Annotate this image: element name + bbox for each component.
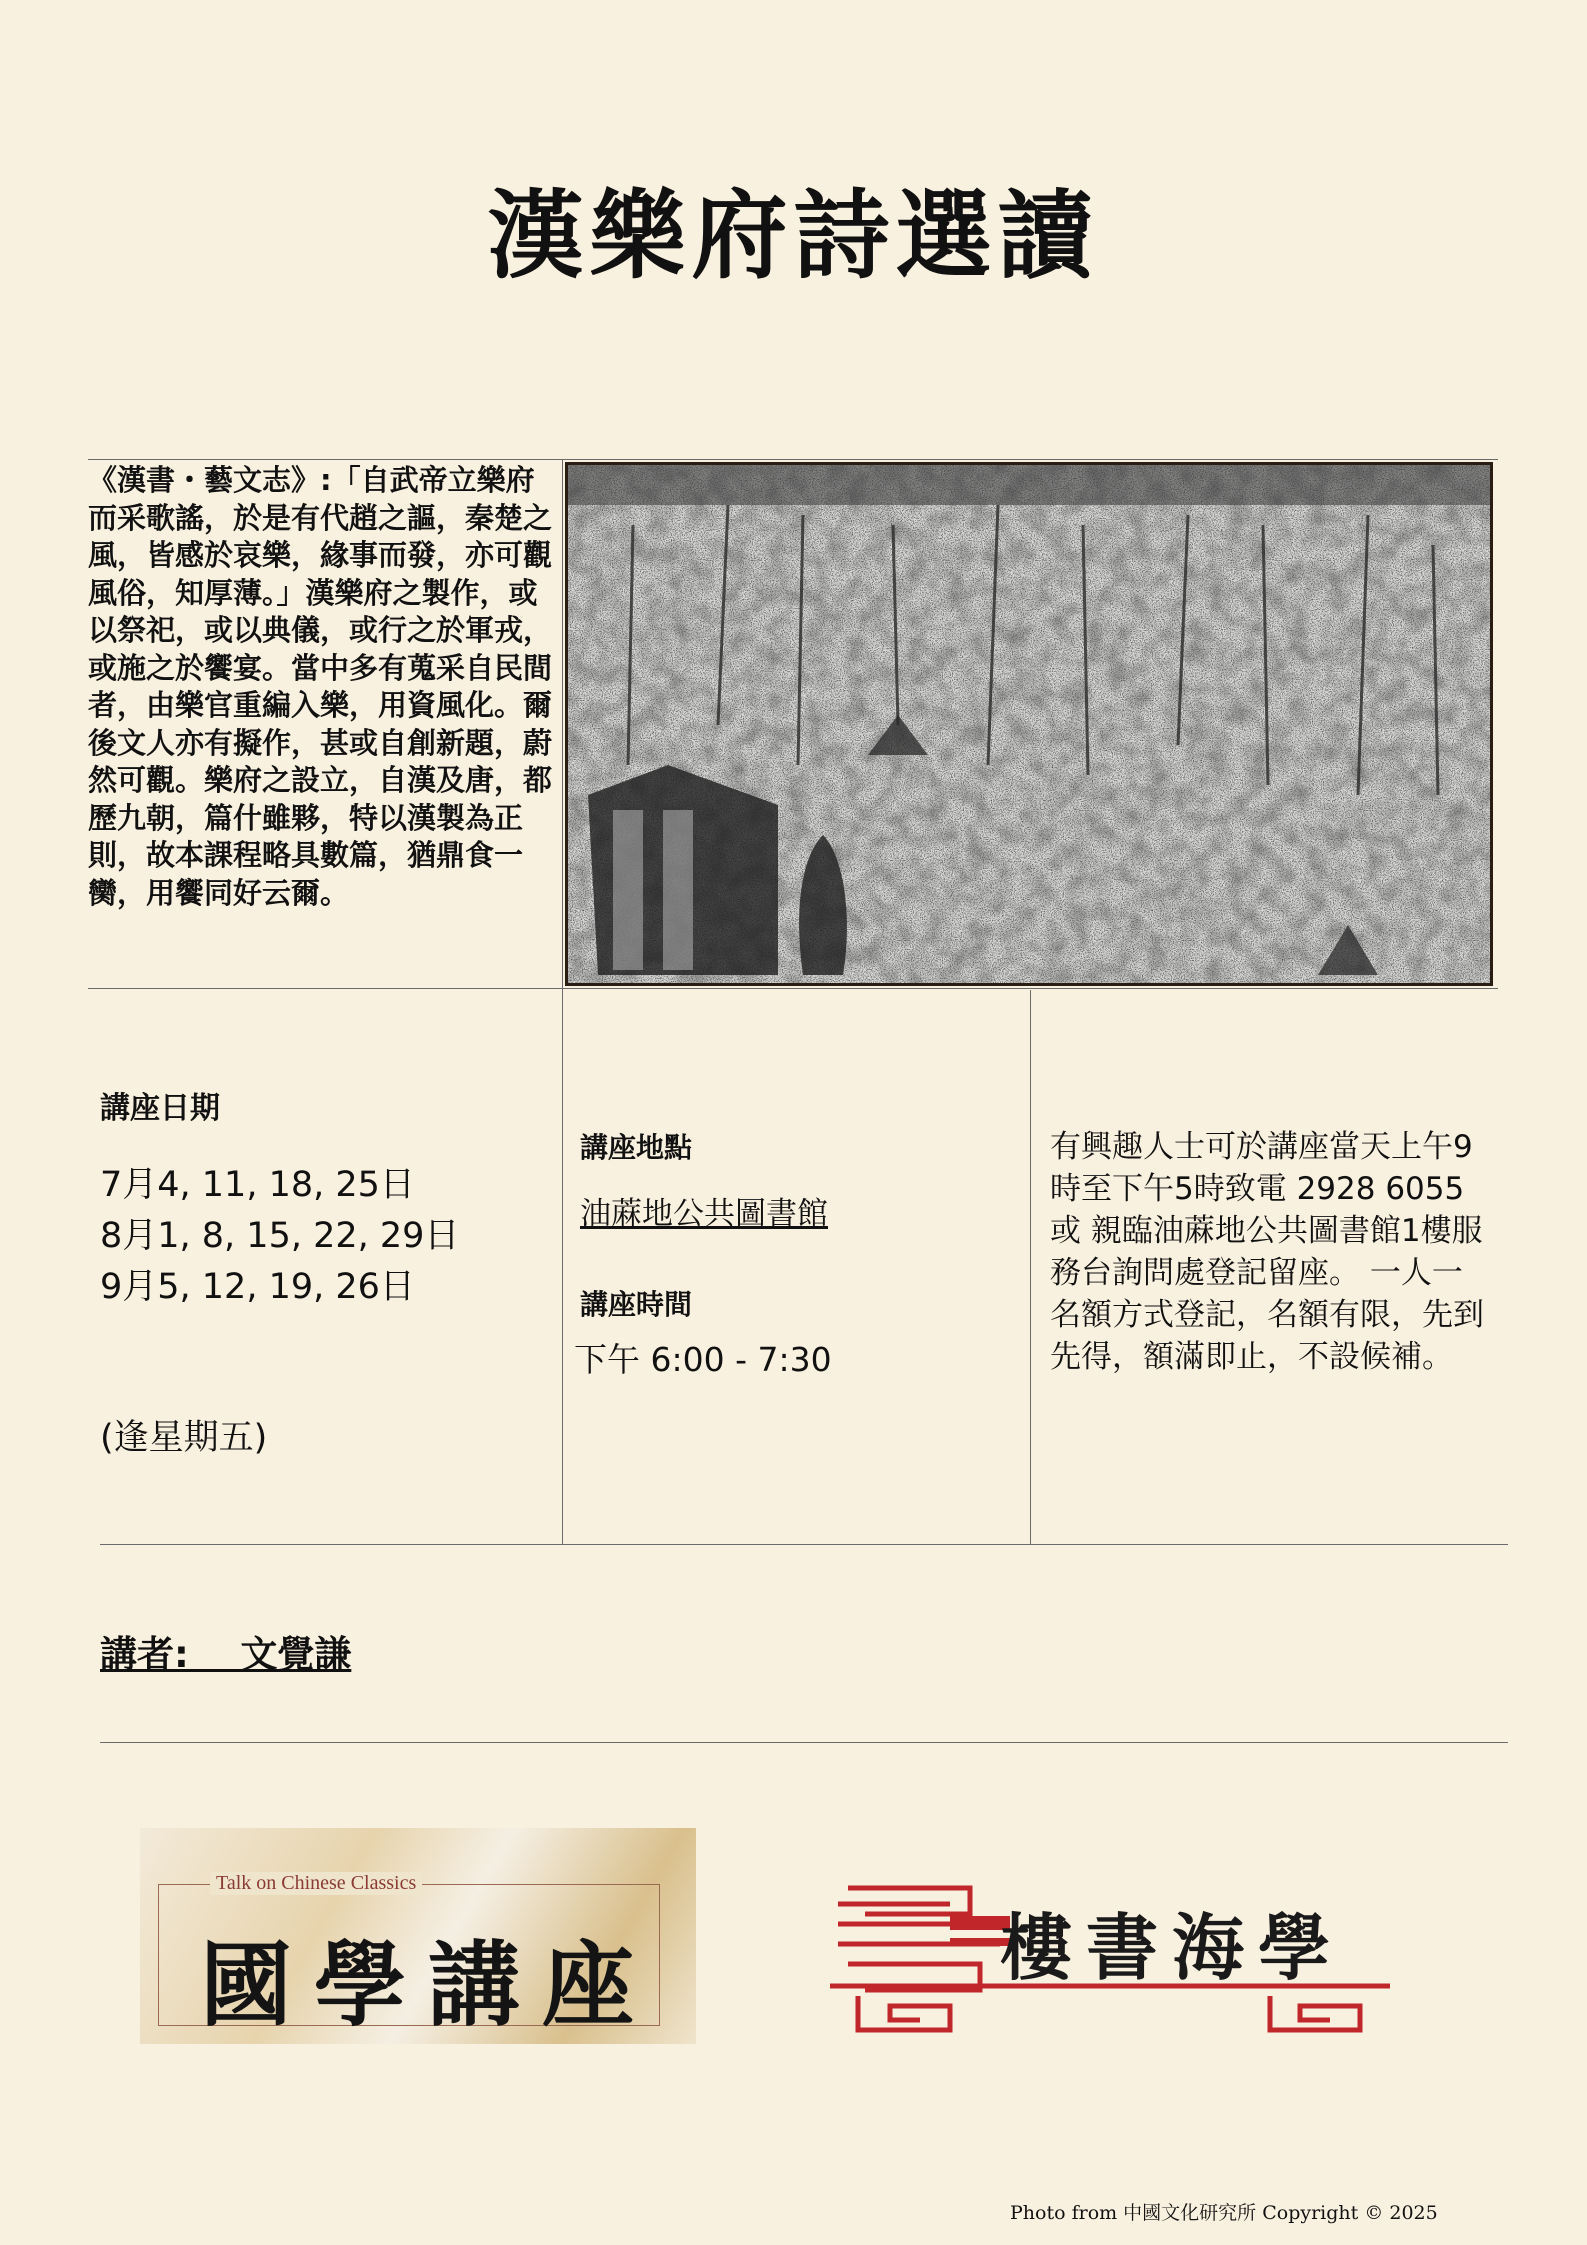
dates-note: (逢星期五) [100, 1418, 268, 1458]
venue-label: 講座地點 [580, 1131, 693, 1164]
dates-line-3: 9月5, 12, 19, 26日 [100, 1267, 415, 1307]
table-divider-1 [562, 459, 563, 1544]
speaker: 講者: 文覺謙 [100, 1633, 352, 1676]
talk-on-chinese-classics-logo [140, 1828, 696, 2044]
time-label: 講座時間 [580, 1288, 693, 1321]
photo-credit: Photo from 中國文化研究所 Copyright © 2025 [1010, 2202, 1438, 2224]
stone-rubbing-image [568, 465, 1490, 983]
logo-right-text: 樓書海學 [1000, 1905, 1345, 1990]
time-value: 下午 6:00 - 7:30 [574, 1340, 832, 1379]
dates-line-1: 7月4, 11, 18, 25日 [100, 1165, 415, 1205]
table-bottom-rule [100, 1544, 1508, 1545]
venue-link[interactable]: 油蔴地公共圖書館 [580, 1196, 828, 1232]
registration-info: 有興趣人士可於講座當天上午9時至下午5時致電 2928 6055 或 親臨油蔴地公共圖書館1樓服務台詢問處登記留座。 一人一名額方式登記，名額有限，先到先得，額滿即止，不設候補。 [1050, 1129, 1484, 1375]
speaker-bottom-rule [100, 1742, 1508, 1743]
dates-line-2: 8月1, 8, 15, 22, 29日 [100, 1216, 460, 1256]
table-divider-2 [1030, 990, 1031, 1545]
dates-label: 講座日期 [100, 1091, 220, 1126]
logo-subtitle: Talk on Chinese Classics [210, 1872, 422, 1895]
logo-main-text: 國學講座 [200, 1931, 657, 2039]
intro-text: 《漢書・藝文志》:「自武帝立樂府而采歌謠，於是有代趙之謳，秦楚之風，皆感於哀樂，緣事而發，亦可觀風俗，知厚薄。」漢樂府之製作，或以祭祀，或以典儀，或行之於軍戎，或施之於饗宴。當中多有蒐采自民間者，由樂官重編入樂，用資風化。爾後文人亦有擬作，甚或自創新題，蔚然可觀。樂府之設立，自漢及唐，都歷九朝，篇什雖夥，特以漢製為正則，故本課程略具數篇，猶鼎食一臠，用饗同好云爾。 [88, 463, 553, 910]
page-title: 漢樂府詩選讀 [487, 179, 1100, 292]
table-top-rule [88, 459, 1498, 460]
stone-rubbing-photo [565, 462, 1493, 986]
table-middle-rule [88, 988, 1498, 989]
